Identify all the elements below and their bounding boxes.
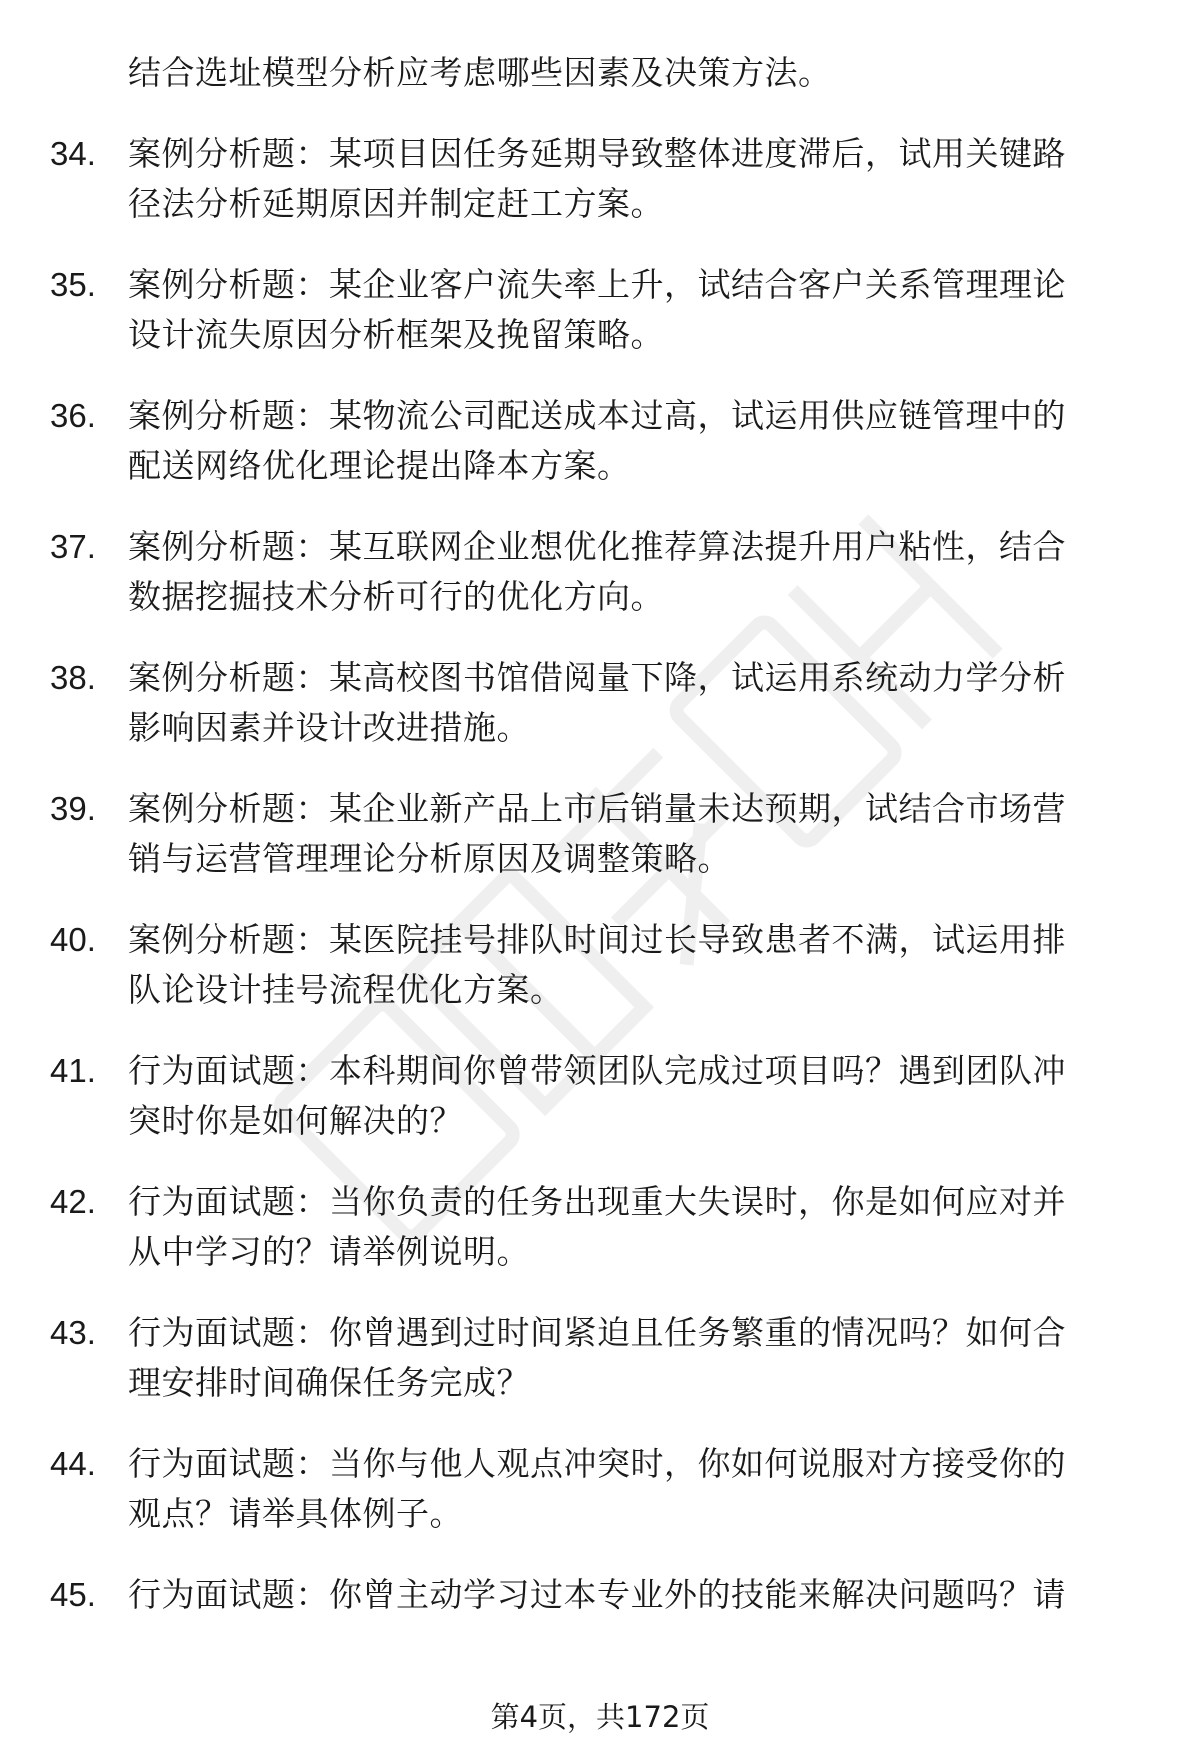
question-text-line: 突时你是如何解决的？ bbox=[128, 1101, 463, 1140]
question-item bbox=[0, 260, 1200, 360]
question-text-line: 行为面试题：本科期间你曾带领团队完成过项目吗？遇到团队冲 bbox=[128, 1051, 1066, 1090]
question-item bbox=[0, 1570, 1200, 1620]
question-text-line: 配送网络优化理论提出降本方案。 bbox=[128, 446, 631, 485]
question-item bbox=[0, 1177, 1200, 1277]
question-item bbox=[0, 522, 1200, 622]
question-list bbox=[0, 48, 1200, 1620]
question-text-line: 观点？请举具体例子。 bbox=[128, 1494, 463, 1533]
question-item bbox=[0, 1308, 1200, 1408]
question-item bbox=[0, 1046, 1200, 1146]
question-text-line: 案例分析题：某医院挂号排队时间过长导致患者不满，试运用排 bbox=[128, 920, 1066, 959]
question-text-line: 行为面试题：你曾遇到过时间紧迫且任务繁重的情况吗？如何合 bbox=[128, 1313, 1066, 1352]
question-number: 40. bbox=[50, 921, 96, 958]
question-item bbox=[0, 391, 1200, 491]
question-text-line: 理安排时间确保任务完成？ bbox=[128, 1363, 530, 1402]
question-text-line: 径法分析延期原因并制定赶工方案。 bbox=[128, 184, 664, 223]
question-text-line: 行为面试题：当你与他人观点冲突时，你如何说服对方接受你的 bbox=[128, 1444, 1066, 1483]
question-text-line: 案例分析题：某项目因任务延期导致整体进度滞后，试用关键路 bbox=[128, 134, 1066, 173]
question-item bbox=[0, 653, 1200, 753]
question-text-line: 案例分析题：某企业新产品上市后销量未达预期，试结合市场营 bbox=[128, 789, 1066, 828]
question-text-line: 队论设计挂号流程优化方案。 bbox=[128, 970, 564, 1009]
question-number: 42. bbox=[50, 1183, 96, 1220]
question-number: 34. bbox=[50, 135, 96, 172]
question-item bbox=[0, 784, 1200, 884]
question-number: 45. bbox=[50, 1576, 96, 1613]
continuation-line: 结合选址模型分析应考虑哪些因素及决策方法。 bbox=[128, 53, 832, 92]
question-number: 35. bbox=[50, 266, 96, 303]
question-text-line: 案例分析题：某互联网企业想优化推荐算法提升用户粘性，结合 bbox=[128, 527, 1066, 566]
question-text-line: 行为面试题：你曾主动学习过本专业外的技能来解决问题吗？请 bbox=[128, 1575, 1066, 1614]
question-item bbox=[0, 1439, 1200, 1539]
page-footer: 第4页，共172页 bbox=[490, 1700, 710, 1734]
question-text-line: 销与运营管理理论分析原因及调整策略。 bbox=[128, 839, 731, 878]
question-number: 36. bbox=[50, 397, 96, 434]
question-text-line: 影响因素并设计改进措施。 bbox=[128, 708, 530, 747]
question-item bbox=[0, 129, 1200, 229]
question-number: 43. bbox=[50, 1314, 96, 1351]
question-text-line: 案例分析题：某物流公司配送成本过高，试运用供应链管理中的 bbox=[128, 396, 1066, 435]
question-number: 37. bbox=[50, 528, 96, 565]
question-number: 38. bbox=[50, 659, 96, 696]
question-text-line: 设计流失原因分析框架及挽留策略。 bbox=[128, 315, 664, 354]
question-number: 44. bbox=[50, 1445, 96, 1482]
question-text-line: 案例分析题：某高校图书馆借阅量下降，试运用系统动力学分析 bbox=[128, 658, 1066, 697]
question-text-line: 数据挖掘技术分析可行的优化方向。 bbox=[128, 577, 664, 616]
question-text-line: 案例分析题：某企业客户流失率上升，试结合客户关系管理理论 bbox=[128, 265, 1066, 304]
question-text-line: 行为面试题：当你负责的任务出现重大失误时，你是如何应对并 bbox=[128, 1182, 1066, 1221]
question-number: 39. bbox=[50, 790, 96, 827]
question-item bbox=[0, 915, 1200, 1015]
question-number: 41. bbox=[50, 1052, 96, 1089]
question-text-line: 从中学习的？请举例说明。 bbox=[128, 1232, 530, 1271]
